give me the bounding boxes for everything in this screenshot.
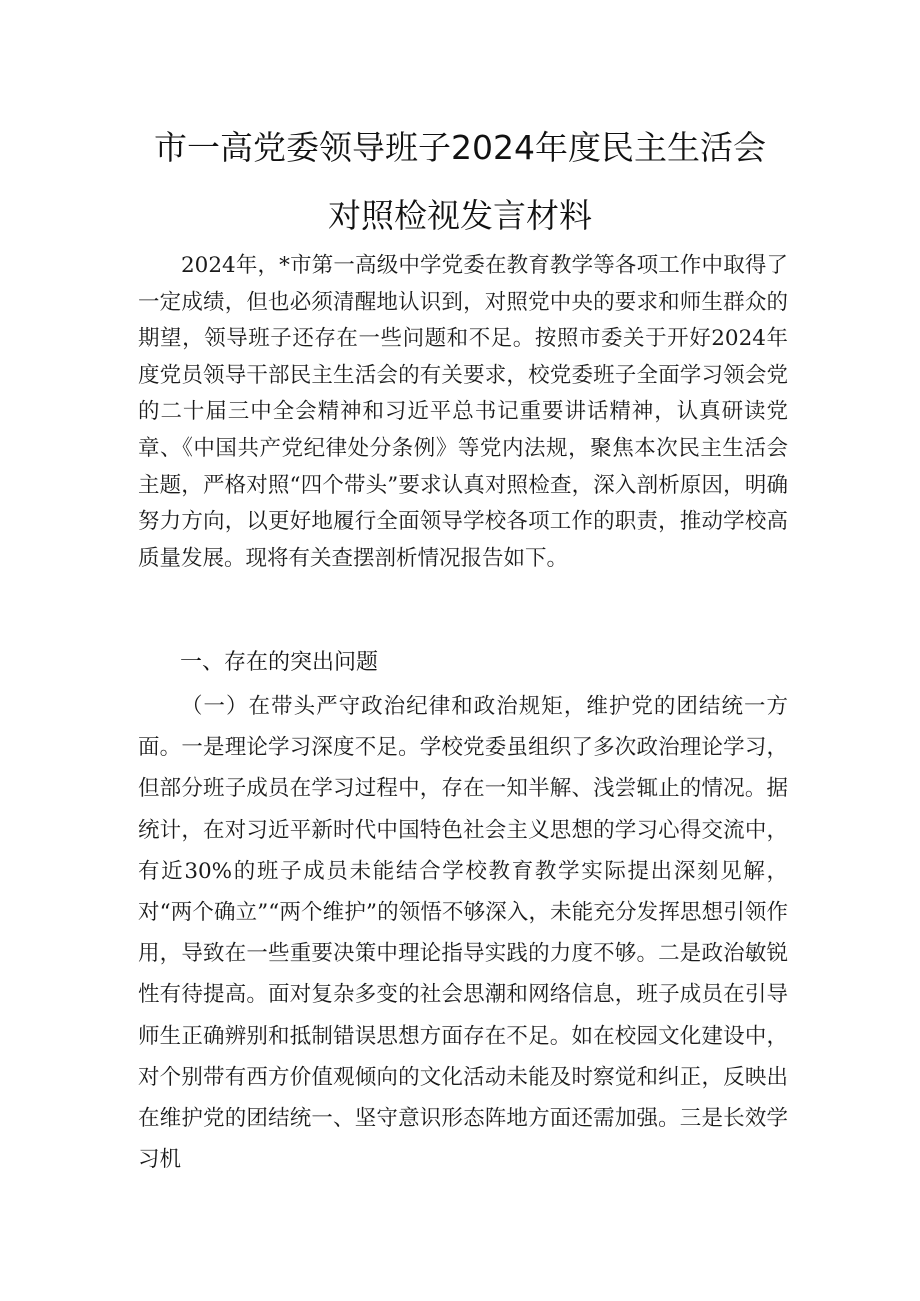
document-title-line-1: 市一高党委领导班子2024年度民主生活会 <box>154 128 766 167</box>
section-paragraph: （一）在带头严守政治纪律和政治规矩，维护党的团结统一方面。一是理论学习深度不足。学校党委虽组织了多次政治理论学习，但部分班子成员在学习过程中，存在一知半解、浅尝辄止的情况。据统计，在对习近平新时代中国特色社会主义思想的学习心得交流中，有近30%的班子成员未能结合学校教育教学实际提出深刻见解，对“两个确立”“两个维护”的领悟不够深入，未能充分发挥思想引领作用，导致在一些重要决策中理论指导实践的力度不够。二是政治敏锐性有待提高。面对复杂多变的社会思潮和网络信息，班子成员在引导师生正确辨别和抵制错误思想方面存在不足。如在校园文化建设中，对个别带有西方价值观倾向的文化活动未能及时察觉和纠正，反映出在维护党的团结统一、坚守意识形态阵地方面还需加强。三是长效学习机 <box>138 694 788 1173</box>
intro-paragraph: 2024年，*市第一高级中学党委在教育教学等各项工作中取得了一定成绩，但也必须清醒地认识到，对照党中央的要求和师生群众的期望，领导班子还存在一些问题和不足。按照市委关于开好2024年度党员领导干部民主生活会的有关要求，校党委班子全面学习领会党的二十届三中全会精神和习近平总书记重要讲话精神，认真研读党章、《中国共产党纪律处分条例》等党内法规，聚焦本次民主生活会主题，严格对照“四个带头”要求认真对照检查，深入剖析原因，明确努力方向，以更好地履行全面领导学校各项工作的职责，推动学校高质量发展。现将有关查摆剖析情况报告如下。 <box>138 253 788 571</box>
document-title-line-2: 对照检视发言材料 <box>328 196 592 235</box>
section-heading: 一、存在的突出问题 <box>180 650 379 675</box>
